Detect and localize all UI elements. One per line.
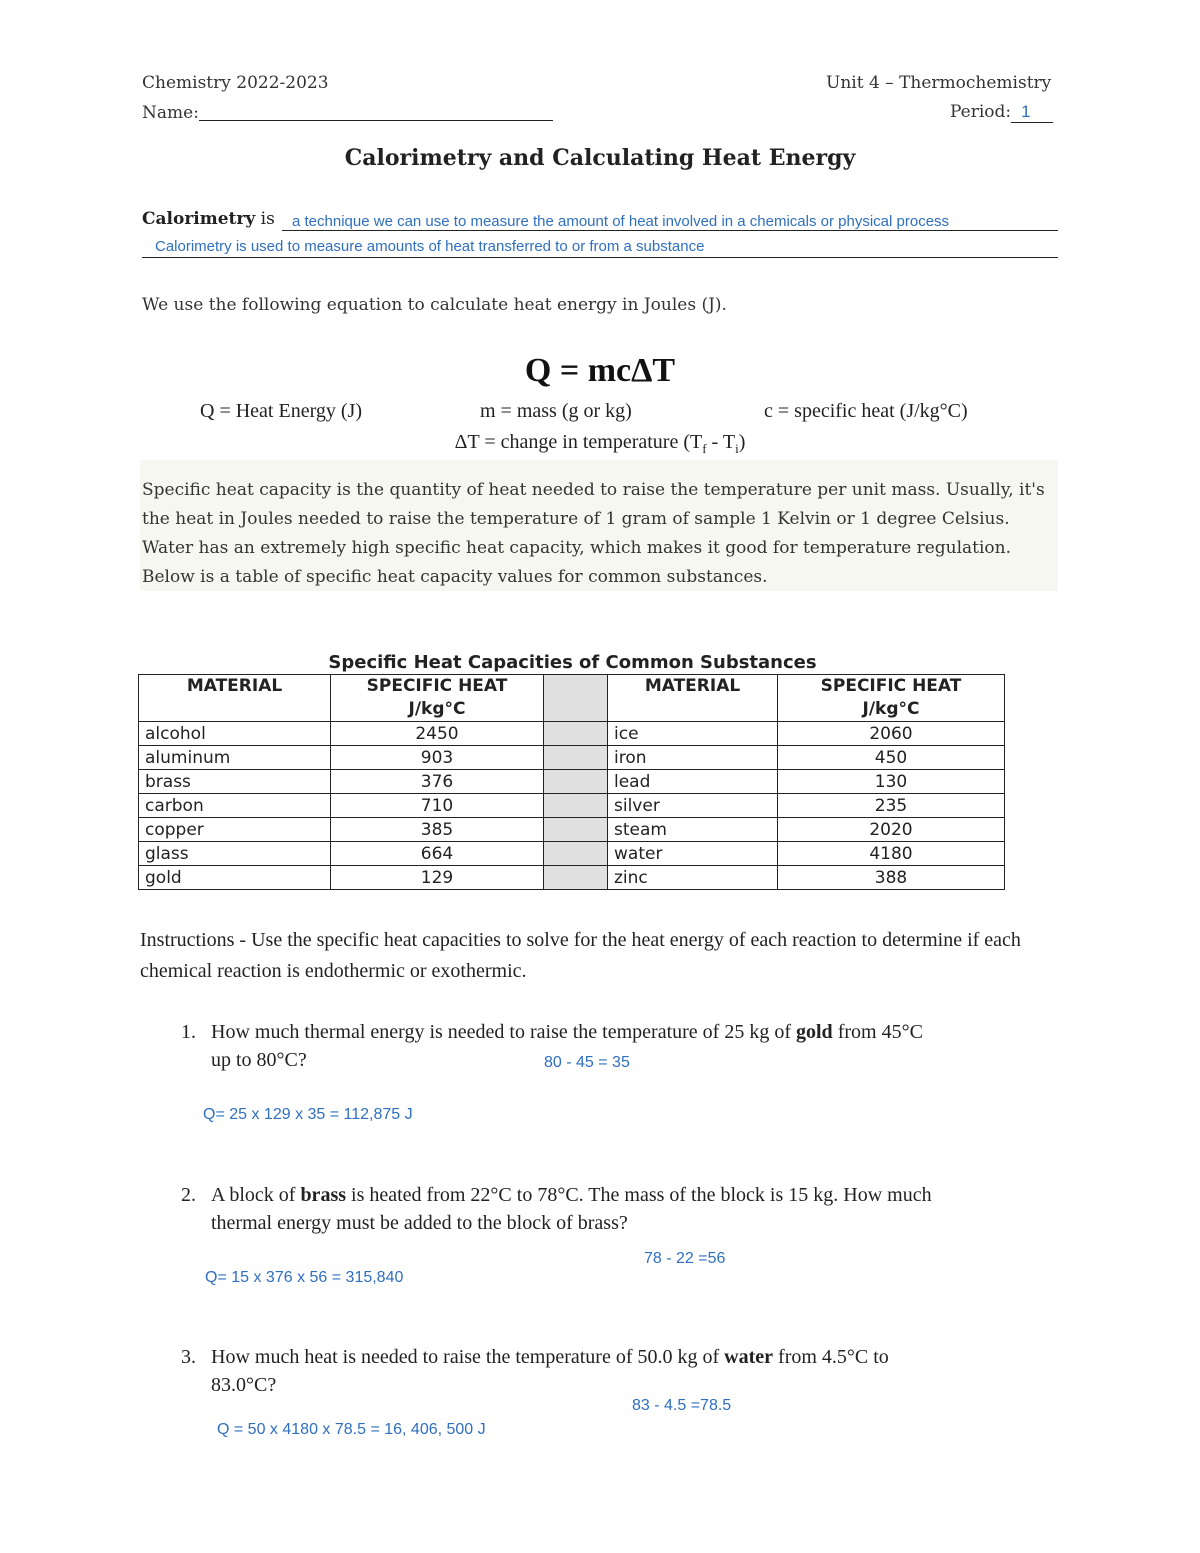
header-unit: J/kg°C [408,699,466,719]
answer-heat: Q = 50 x 4180 x 78.5 = 16, 406, 500 J [217,1421,486,1438]
specific-heat-table [138,674,1005,890]
answer-delta-t: 78 - 22 =56 [644,1250,726,1267]
question-1 [211,1018,1071,1074]
calorimetry-term: Calorimetry [142,209,256,229]
table-row [139,842,1005,866]
header-text: SPECIFIC HEAT [366,676,508,696]
material-cell: steam [608,818,778,842]
material-cell: glass [139,842,331,866]
def-m: m = mass (g or kg) [480,400,632,422]
material-cell: lead [608,770,778,794]
question-text: How much heat is needed to raise the temperature of 50.0 kg of [211,1346,725,1368]
answer-line-2 [142,257,1058,258]
value-cell: 130 [778,770,1005,794]
def-dt-f: f [702,441,707,456]
question-text: A block of [211,1184,301,1206]
period-label: Period: [950,102,1012,122]
value-cell: 129 [331,866,544,890]
def-delta-t [0,431,1200,457]
question-bold: brass [300,1184,347,1206]
table-title: Specific Heat Capacities of Common Substances [328,652,817,673]
header-unit: J/kg°C [862,699,920,719]
answer-heat: Q= 15 x 376 x 56 = 315,840 [205,1269,404,1286]
value-cell: 2020 [778,818,1005,842]
value-cell: 235 [778,794,1005,818]
material-cell: copper [139,818,331,842]
question-number: 1. [181,1021,196,1043]
material-cell: water [608,842,778,866]
table-row [139,746,1005,770]
def-dt-suffix: ) [738,431,746,453]
value-cell: 664 [331,842,544,866]
table-row [139,770,1005,794]
question-3 [211,1343,1071,1399]
def-q: Q = Heat Energy (J) [200,400,362,422]
header-text: MATERIAL [644,676,741,696]
calorimetry-term-row [142,209,275,229]
table-gap [544,770,608,794]
question-text: from 4.5°C to [773,1346,889,1368]
value-cell: 2060 [778,722,1005,746]
material-cell: gold [139,866,331,890]
table-gap [544,866,608,890]
table-row [139,794,1005,818]
answer-heat: Q= 25 x 129 x 35 = 112,875 J [203,1106,413,1123]
instructions: Instructions - Use the specific heat capacities to solve for the heat energy of each reaction to determine if each chemical reaction is endothermic or exothermic. [140,929,1021,982]
calorimetry-answer-2: Calorimetry is used to measure amounts of heat transferred to or from a substance [155,238,705,255]
header-specific-heat-left [331,675,544,722]
value-cell: 710 [331,794,544,818]
table-row [139,866,1005,890]
page-title: Calorimetry and Calculating Heat Energy [344,145,856,171]
course-label: Chemistry 2022-2023 [142,73,329,93]
def-c: c = specific heat (J/kg°C) [764,400,968,422]
value-cell: 388 [778,866,1005,890]
value-cell: 376 [331,770,544,794]
question-text: up to 80°C? [211,1049,307,1071]
question-text: 83.0°C? [211,1374,277,1396]
question-bold: water [724,1346,774,1368]
equation-intro: We use the following equation to calculate heat energy in Joules (J). [142,295,727,315]
name-row [142,102,553,123]
question-text: thermal energy must be added to the block of brass? [211,1212,628,1234]
table-row [139,722,1005,746]
header-specific-heat-right [778,675,1005,722]
value-cell: 903 [331,746,544,770]
question-bold: gold [796,1021,833,1043]
value-cell: 4180 [778,842,1005,866]
material-cell: carbon [139,794,331,818]
question-text: from 45°C [832,1021,923,1043]
question-2 [211,1181,1081,1237]
value-cell: 450 [778,746,1005,770]
table-gap [544,818,608,842]
question-text: is heated from 22°C to 78°C. The mass of the block is 15 kg. How much [346,1184,932,1206]
heat-formula: Q = mcΔT [524,352,676,389]
def-dt-prefix: ΔT = change in temperature (T [454,431,703,453]
header-material-right [608,675,778,722]
table-gap [544,746,608,770]
material-cell: ice [608,722,778,746]
question-number: 3. [181,1346,196,1368]
is-label: is [260,209,275,229]
answer-delta-t: 80 - 45 = 35 [544,1054,630,1071]
table-row [139,818,1005,842]
name-label: Name: [142,103,199,123]
header-text: MATERIAL [186,676,283,696]
material-cell: aluminum [139,746,331,770]
material-cell: iron [608,746,778,770]
table-gap [544,794,608,818]
def-dt-mid: - T [706,431,736,453]
question-number: 2. [181,1184,196,1206]
table-gap [544,722,608,746]
answer-line-1 [282,230,1058,231]
unit-label: Unit 4 – Thermochemistry [826,73,1052,93]
value-cell: 2450 [331,722,544,746]
material-cell: zinc [608,866,778,890]
material-cell: silver [608,794,778,818]
table-gap [544,675,608,722]
value-cell: 385 [331,818,544,842]
material-cell: alcohol [139,722,331,746]
answer-delta-t: 83 - 4.5 =78.5 [632,1397,732,1414]
table-gap [544,842,608,866]
period-row [950,102,1053,123]
material-cell: brass [139,770,331,794]
header-text: SPECIFIC HEAT [820,676,962,696]
def-dt-i: i [735,441,739,456]
specific-heat-paragraph: Specific heat capacity is the quantity of heat needed to raise the temperature per unit mass. Usually, it's the heat in Joules needed to raise the temperature of 1 gram of sample 1 Kelvin or 1 degree Celsius. Water has an extremely high specific heat capacity, which makes it good for temperature regulation. Below is a table of specific heat capacity values for common substances. [142,480,1045,587]
question-text: How much thermal energy is needed to raise the temperature of 25 kg of [211,1021,796,1043]
table-header-row [139,675,1005,722]
header-material-left [139,675,331,722]
calorimetry-answer-1: a technique we can use to measure the amount of heat involved in a chemicals or physical process [292,213,950,230]
name-field[interactable] [199,102,553,121]
period-field[interactable]: 1 [1011,102,1053,123]
